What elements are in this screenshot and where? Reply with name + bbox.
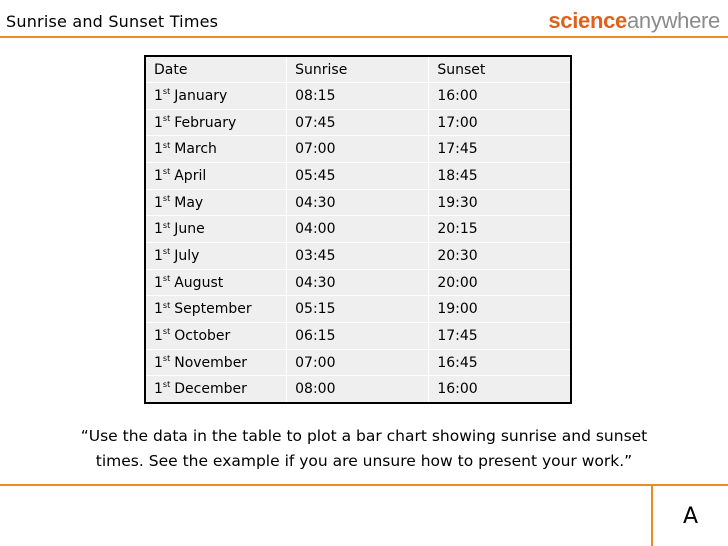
table-row bbox=[145, 243, 571, 270]
date-month: August bbox=[174, 274, 224, 291]
logo-anywhere: anywhere bbox=[627, 8, 720, 33]
header-date: Date bbox=[145, 56, 287, 83]
date-day: 1 bbox=[154, 327, 163, 344]
logo-science: science bbox=[548, 8, 627, 33]
cell-sunset: 17:45 bbox=[429, 136, 571, 163]
cell-sunset: 19:00 bbox=[429, 296, 571, 323]
page-title: Sunrise and Sunset Times bbox=[6, 12, 219, 31]
table-row bbox=[145, 323, 571, 350]
date-day: 1 bbox=[154, 354, 163, 371]
cell-sunrise: 06:15 bbox=[287, 323, 429, 350]
table-row bbox=[145, 376, 571, 403]
cell-sunset: 19:30 bbox=[429, 189, 571, 216]
cell-date bbox=[145, 376, 287, 403]
footer-divider bbox=[0, 484, 654, 486]
cell-sunrise: 07:00 bbox=[287, 349, 429, 376]
cell-sunrise: 05:15 bbox=[287, 296, 429, 323]
date-month: October bbox=[174, 327, 231, 344]
cell-date bbox=[145, 349, 287, 376]
badge-label: A bbox=[682, 504, 699, 529]
table-row bbox=[145, 296, 571, 323]
cell-date bbox=[145, 296, 287, 323]
header-sunrise: Sunrise bbox=[287, 56, 429, 83]
date-month: May bbox=[174, 194, 204, 211]
date-day: 1 bbox=[154, 221, 163, 238]
table-row bbox=[145, 216, 571, 243]
cell-date bbox=[145, 243, 287, 270]
cell-date bbox=[145, 269, 287, 296]
date-month: February bbox=[174, 114, 237, 131]
cell-sunset: 16:00 bbox=[429, 83, 571, 110]
table-header-row bbox=[145, 56, 571, 83]
header-sunset: Sunset bbox=[429, 56, 571, 83]
answer-badge bbox=[651, 484, 728, 546]
cell-date bbox=[145, 136, 287, 163]
date-ordinal-suffix: st bbox=[162, 113, 171, 123]
table-row bbox=[145, 109, 571, 136]
cell-date bbox=[145, 323, 287, 350]
date-day: 1 bbox=[154, 167, 163, 184]
cell-sunset: 20:30 bbox=[429, 243, 571, 270]
date-month: January bbox=[174, 87, 228, 104]
cell-sunset: 20:00 bbox=[429, 269, 571, 296]
quote-line-2: times. See the example if you are unsure how to present your work.” bbox=[95, 452, 633, 470]
cell-sunrise: 04:30 bbox=[287, 189, 429, 216]
table-row bbox=[145, 189, 571, 216]
cell-date bbox=[145, 216, 287, 243]
cell-date bbox=[145, 83, 287, 110]
sunrise-sunset-table bbox=[144, 55, 572, 404]
date-day: 1 bbox=[154, 141, 163, 158]
date-month: November bbox=[174, 354, 248, 371]
cell-sunset: 17:00 bbox=[429, 109, 571, 136]
date-day: 1 bbox=[154, 194, 163, 211]
cell-sunrise: 04:30 bbox=[287, 269, 429, 296]
cell-date bbox=[145, 189, 287, 216]
cell-date bbox=[145, 109, 287, 136]
date-day: 1 bbox=[154, 247, 163, 264]
cell-sunrise: 07:45 bbox=[287, 109, 429, 136]
date-month: April bbox=[174, 167, 207, 184]
date-ordinal-suffix: st bbox=[162, 167, 171, 177]
header-bar bbox=[0, 0, 728, 42]
date-day: 1 bbox=[154, 87, 163, 104]
date-ordinal-suffix: st bbox=[162, 353, 171, 363]
cell-sunset: 16:00 bbox=[429, 376, 571, 403]
quote-line-1: “Use the data in the table to plot a bar chart showing sunrise and sunset bbox=[80, 427, 648, 445]
date-day: 1 bbox=[154, 301, 163, 318]
date-month: July bbox=[174, 247, 200, 264]
cell-sunset: 16:45 bbox=[429, 349, 571, 376]
date-ordinal-suffix: st bbox=[162, 140, 171, 150]
date-ordinal-suffix: st bbox=[162, 193, 171, 203]
cell-sunrise: 08:15 bbox=[287, 83, 429, 110]
cell-sunrise: 07:00 bbox=[287, 136, 429, 163]
date-ordinal-suffix: st bbox=[162, 300, 171, 310]
cell-sunset: 20:15 bbox=[429, 216, 571, 243]
cell-sunrise: 05:45 bbox=[287, 163, 429, 190]
date-month: December bbox=[174, 380, 247, 397]
table-row bbox=[145, 136, 571, 163]
date-ordinal-suffix: st bbox=[162, 87, 171, 97]
table-body bbox=[145, 56, 571, 403]
cell-sunset: 17:45 bbox=[429, 323, 571, 350]
date-ordinal-suffix: st bbox=[162, 380, 171, 390]
date-day: 1 bbox=[154, 380, 163, 397]
cell-sunrise: 08:00 bbox=[287, 376, 429, 403]
brand-logo bbox=[548, 8, 720, 34]
date-day: 1 bbox=[154, 114, 163, 131]
date-ordinal-suffix: st bbox=[162, 327, 171, 337]
cell-sunset: 18:45 bbox=[429, 163, 571, 190]
instruction-quote bbox=[30, 424, 698, 474]
cell-sunrise: 04:00 bbox=[287, 216, 429, 243]
date-month: March bbox=[174, 141, 217, 158]
cell-date bbox=[145, 163, 287, 190]
table-row bbox=[145, 269, 571, 296]
date-month: June bbox=[174, 221, 205, 238]
date-ordinal-suffix: st bbox=[162, 220, 171, 230]
date-ordinal-suffix: st bbox=[162, 247, 171, 257]
header-divider bbox=[0, 36, 728, 38]
table-row bbox=[145, 163, 571, 190]
table-row bbox=[145, 83, 571, 110]
date-ordinal-suffix: st bbox=[162, 273, 171, 283]
date-month: September bbox=[174, 301, 252, 318]
cell-sunrise: 03:45 bbox=[287, 243, 429, 270]
date-day: 1 bbox=[154, 274, 163, 291]
table-row bbox=[145, 349, 571, 376]
